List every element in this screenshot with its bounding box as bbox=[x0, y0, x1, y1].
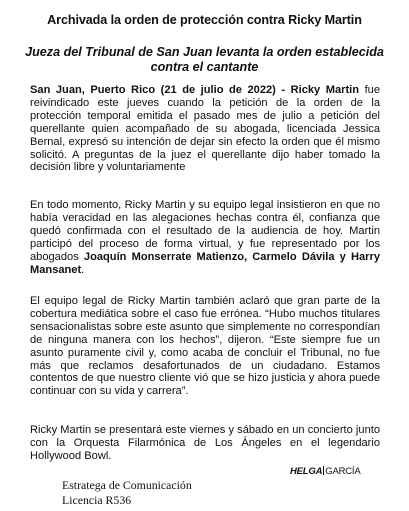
stamp-line-1: Estratega de Comunicación bbox=[62, 478, 192, 492]
paragraph-4: Ricky Martin se presentará este viernes y sábado en un concierto junto con la Orquesta Filarmónica de Los Ángeles en el legendario Hollywood Bowl. bbox=[30, 424, 380, 462]
headline: Archivada la orden de protección contra Ricky Martin bbox=[47, 13, 362, 27]
paragraph-3: El equipo legal de Ricky Martin también aclaró que gran parte de la cobertura mediática sobre el caso fue errónea. “Hubo muchos titulares sensacionalistas sobre este asunto que simplemente no correspondían de ninguna manera con los hechos”, dijeron. “Este siempre fue un asunto puramente civil y, como acaba de concluir el Tribunal, no fue más que reclamos desafortunados de un ciudadano. Estamos contentos de que nuestro cliente vió que se hizo justicia y ahora puede continuar con su vida y carrera”. bbox=[30, 295, 380, 398]
paragraph-1 bbox=[30, 84, 380, 174]
subheadline: Jueza del Tribunal de San Juan levanta la orden establecida contra el cantante bbox=[25, 45, 384, 74]
stamp-line-2: Licencia R536 bbox=[62, 492, 132, 507]
paragraph-2-text: En todo momento, Ricky Martin y su equipo legal insistieron en que no había veracidad en las alegaciones hechas contra él, confianza que quedó confirmada con el resultado de la audiencia de hoy. Martin participó del proceso de forma virtual, y fue representado por los abogados bbox=[30, 199, 380, 263]
paragraph-1-text: fue reivindicado este jueves cuando la petición de la orden de la protección temporal emitida el pasado mes de julio a petición del querellante quien acompañado de su abogada, licenciada Jessica Bernal, expresó su intención de dejar sin efecto la orden que él mismo solicitó. A preguntas de la juez el querellante dijo haber tomado la decisión libre y voluntariamente bbox=[30, 84, 381, 174]
dateline: San Juan, Puerto Rico (21 de julio de 2022) - Ricky Martin bbox=[30, 84, 360, 96]
agency-logo-part-1: HELGA bbox=[290, 466, 323, 477]
paragraph-2-end: . bbox=[81, 263, 85, 276]
paragraph-2 bbox=[30, 199, 380, 276]
lawyers-names: Joaquín Monserrate Matienzo, Carmelo Dávila y Harry Mansanet bbox=[30, 250, 380, 276]
agency-logo-part-2: GARCÍA bbox=[325, 466, 361, 477]
agency-logo bbox=[290, 466, 361, 477]
license-stamp bbox=[62, 478, 192, 507]
